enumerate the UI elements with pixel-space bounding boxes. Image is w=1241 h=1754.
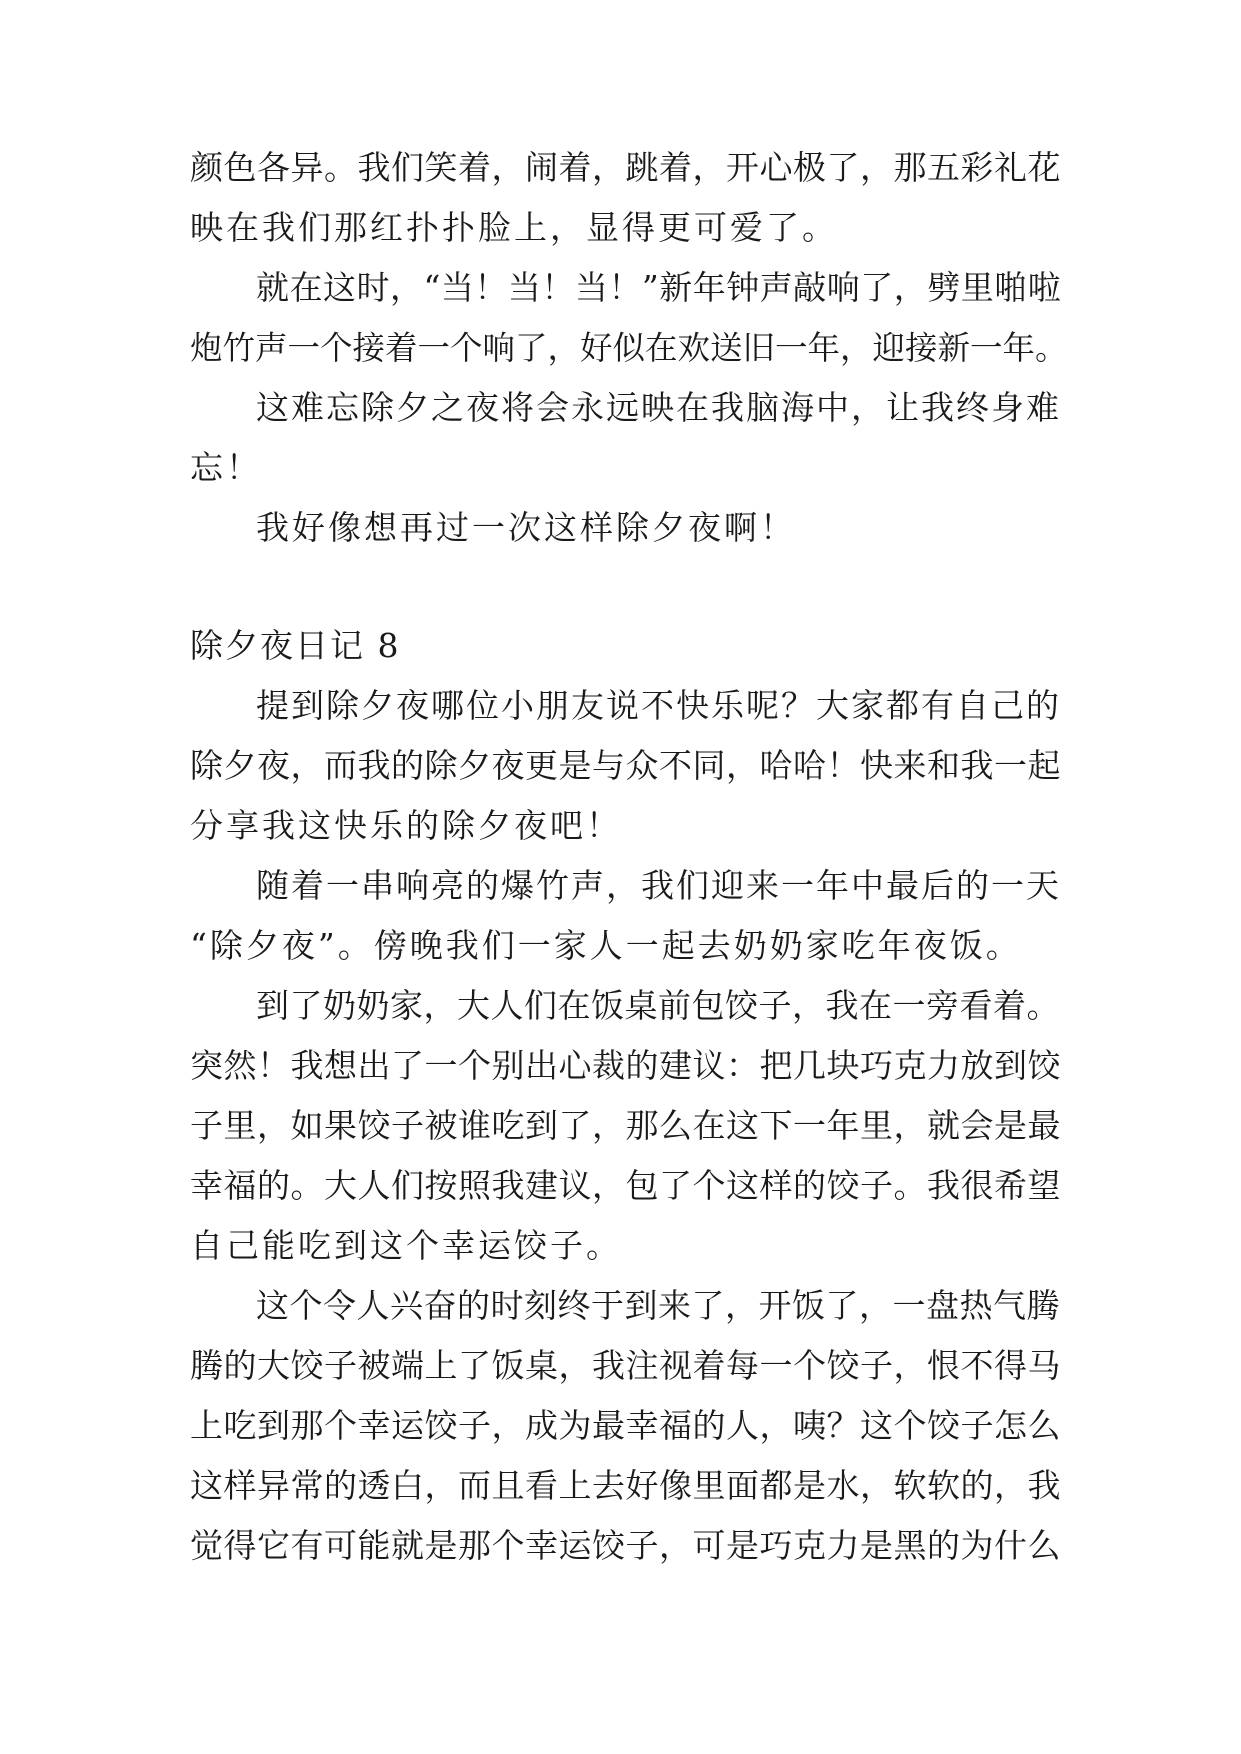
paragraph-first-line: 到了奶奶家，大人们在饭桌前包饺子，我在一旁看着。 bbox=[256, 986, 1060, 1025]
text-line: 觉得它有可能就是那个幸运饺子，可是巧克力是黑的为什么 bbox=[190, 1526, 1061, 1565]
paragraph-first-line: 这难忘除夕之夜将会永远映在我脑海中，让我终身难 bbox=[256, 388, 1061, 427]
text-line: “除夕夜”。傍晚我们一家人一起去奶奶家吃年夜饭。 bbox=[190, 926, 1022, 965]
text-line: 子里，如果饺子被谁吃到了，那么在这下一年里，就会是最 bbox=[190, 1106, 1061, 1145]
section-heading: 除夕夜日记 8 bbox=[190, 626, 401, 665]
paragraph-first-line: 随着一串响亮的爆竹声，我们迎来一年中最后的一天 bbox=[256, 866, 1061, 905]
text-line: 映在我们那红扑扑脸上，显得更可爱了。 bbox=[190, 208, 838, 247]
text-line: 除夕夜，而我的除夕夜更是与众不同，哈哈！快来和我一起 bbox=[190, 746, 1061, 785]
text-line: 颜色各异。我们笑着，闹着，跳着，开心极了，那五彩礼花 bbox=[190, 148, 1061, 187]
text-line: 这样异常的透白，而且看上去好像里面都是水，软软的，我 bbox=[190, 1466, 1061, 1505]
paragraph-first-line: 我好像想再过一次这样除夕夜啊！ bbox=[256, 508, 796, 547]
text-line: 自己能吃到这个幸运饺子。 bbox=[190, 1226, 622, 1265]
text-line: 分享我这快乐的除夕夜吧！ bbox=[190, 806, 622, 845]
text-line: 上吃到那个幸运饺子，成为最幸福的人，咦？这个饺子怎么 bbox=[190, 1406, 1061, 1445]
text-line: 炮竹声一个接着一个响了，好似在欢送旧一年，迎接新一年。 bbox=[190, 329, 1068, 367]
paragraph-first-line: 这个令人兴奋的时刻终于到来了，开饭了，一盘热气腾 bbox=[256, 1286, 1060, 1325]
text-line: 突然！我想出了一个别出心裁的建议：把几块巧克力放到饺 bbox=[190, 1046, 1061, 1085]
paragraph-first-line: 提到除夕夜哪位小朋友说不快乐呢？大家都有自己的 bbox=[256, 686, 1061, 725]
paragraph-first-line: 就在这时，“当！当！当！”新年钟声敲响了，劈里啪啦 bbox=[256, 268, 1062, 307]
text-line: 忘！ bbox=[190, 448, 262, 487]
text-line: 腾的大饺子被端上了饭桌，我注视着每一个饺子，恨不得马 bbox=[190, 1346, 1061, 1385]
text-line: 幸福的。大人们按照我建议，包了个这样的饺子。我很希望 bbox=[190, 1166, 1061, 1205]
